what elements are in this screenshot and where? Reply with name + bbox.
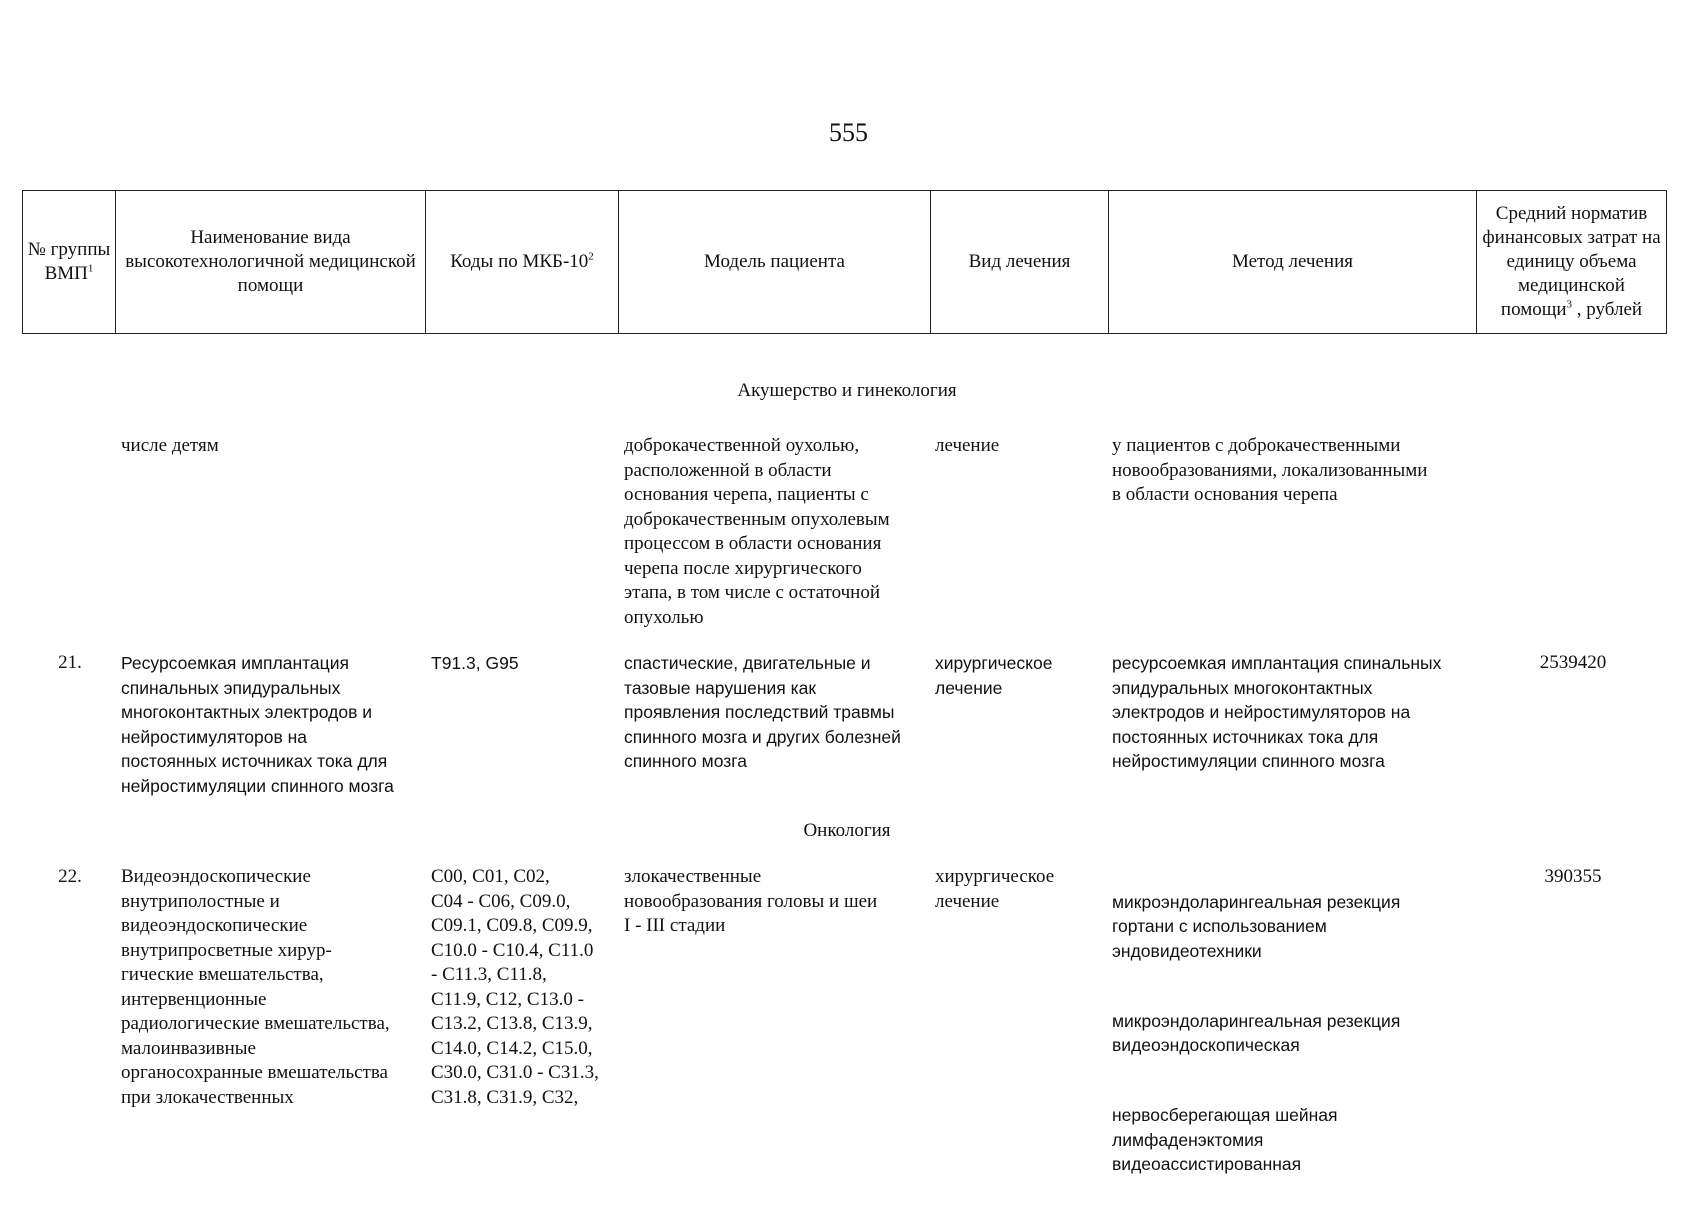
row22-treatment-type: хирургическое лечение bbox=[935, 866, 1055, 912]
header-table bbox=[22, 190, 1667, 334]
row22-patient-model: злокачественные новообразования головы и шеи I - III стадии bbox=[624, 866, 878, 936]
row21-patient-model: спастические, двигательные и тазовые нарушения как проявления последствий травмы спинного мозга и других болезней спинного мозга bbox=[624, 653, 901, 771]
row22-name: Видеоэндоскопические внутриполостные и видеоэндоскопические внутрипросветные хирур- гические вмешательства, интервенционные радиологические вмешательства, малоинвазивные органосохранные вмешательства при злокачественных bbox=[121, 866, 390, 1108]
cont-treatment-type: лечение bbox=[935, 435, 1000, 456]
cont-patient-model: доброкачественной оухолью, расположенной в области основания черепа, пациенты с доброкачественным опухолевым процессом в области основания черепа после хирургического этапа, в том числе с остаточной опухолью bbox=[624, 435, 890, 628]
cont-treatment-method: у пациентов с доброкачественными новообразованиями, локализованными в области основания черепа bbox=[1112, 435, 1428, 505]
cont-name: числе детям bbox=[121, 435, 219, 456]
row22-cost: 390355 bbox=[1544, 866, 1602, 887]
row22-codes: C00, C01, C02, C04 - C06, C09.0, C09.1, C09.8, C09.9, C10.0 - C10.4, C11.0 - C11.3, C11.8, C11.9, C12, C13.0 - C13.2, C13.8, C13.9, C14.0, C14.2, C15.0, C30.0, C31.0 - C31.3, C31.8, C31.9, C32, bbox=[431, 866, 599, 1108]
header-codes: Коды по МКБ-$10^2$ bbox=[426, 191, 619, 334]
row22-method-item: микроэндоларингеальная резекция гортани с использованием эндовидеотехники bbox=[1112, 891, 1401, 961]
header-treatment-method: Метод лечения bbox=[1109, 191, 1477, 334]
row21-codes: T91.3, G95 bbox=[431, 653, 519, 673]
row22-method-item: микроэндоларингеальная резекция видеоэндоскопическая bbox=[1112, 1010, 1401, 1055]
row22-number: 22. bbox=[58, 866, 82, 887]
header-group-number: № группы ВМП$^1$ bbox=[23, 191, 116, 334]
page-number: 555 bbox=[829, 118, 868, 147]
row22-treatment-methods bbox=[1112, 865, 1482, 1222]
header-treatment-type: Вид лечения bbox=[931, 191, 1109, 334]
row22-method-item: нервосберегающая шейная лимфаденэктомия видеоассистированная bbox=[1112, 1105, 1338, 1174]
row21-treatment-method: ресурсоемкая имплантация спинальных эпидуральных многоконтактных электродов и нейростимуляторов на постоянных источниках тока для нейростимуляции спинного мозга bbox=[1112, 653, 1442, 771]
section-title-oncology: Онкология bbox=[803, 820, 891, 841]
row21-treatment-type: хирургическое лечение bbox=[935, 653, 1053, 698]
header-patient-model: Модель пациента bbox=[619, 191, 931, 334]
row21-number: 21. bbox=[58, 652, 82, 673]
header-name: Наименование вида высокотехнологичной медицинской помощи bbox=[116, 191, 426, 334]
row21-name: Ресурсоемкая имплантация спинальных эпидуральных многоконтактных электродов и нейростимуляторов на постоянных источниках тока для нейростимуляции спинного мозга bbox=[121, 653, 394, 796]
section-title-obstetrics: Акушерство и гинекология bbox=[737, 380, 957, 401]
header-cost: Средний норматив финансовых затрат на единицу объема медицинской помощи$^3$ , рублей bbox=[1477, 191, 1667, 334]
row21-cost: 2539420 bbox=[1539, 652, 1607, 673]
